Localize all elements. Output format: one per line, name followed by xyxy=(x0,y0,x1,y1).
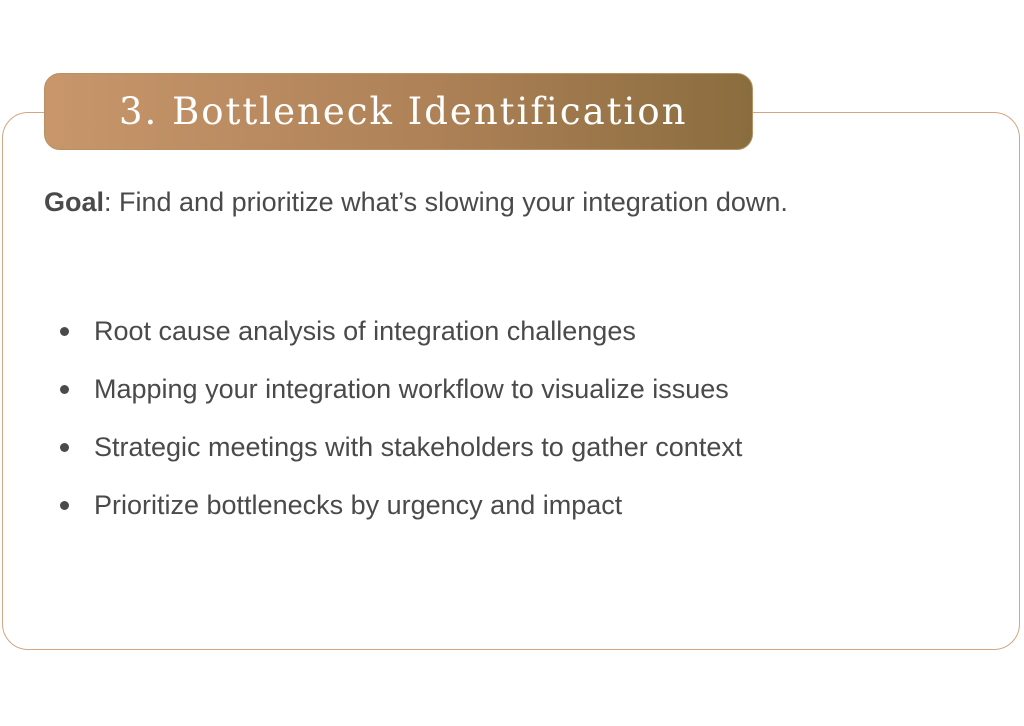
bullet-icon xyxy=(60,327,69,336)
bullet-icon xyxy=(60,443,69,452)
list-item-text: Mapping your integration workflow to visualize issues xyxy=(94,373,729,404)
goal-text: : Find and prioritize what’s slowing your integration down. xyxy=(104,187,788,217)
list-item-text: Strategic meetings with stakeholders to gather context xyxy=(94,431,743,462)
bullet-icon xyxy=(60,385,69,394)
page-title: 3. Bottleneck Identification xyxy=(119,90,688,133)
bullet-list xyxy=(60,302,742,534)
goal-label: Goal xyxy=(44,187,105,217)
goal-statement xyxy=(44,186,788,218)
list-item xyxy=(60,302,742,360)
list-item xyxy=(60,476,742,534)
list-item-text: Prioritize bottlenecks by urgency and impact xyxy=(94,489,623,520)
list-item xyxy=(60,360,742,418)
list-item-text: Root cause analysis of integration challenges xyxy=(94,315,636,346)
bullet-icon xyxy=(60,501,69,510)
list-item xyxy=(60,418,742,476)
title-banner xyxy=(44,73,753,150)
